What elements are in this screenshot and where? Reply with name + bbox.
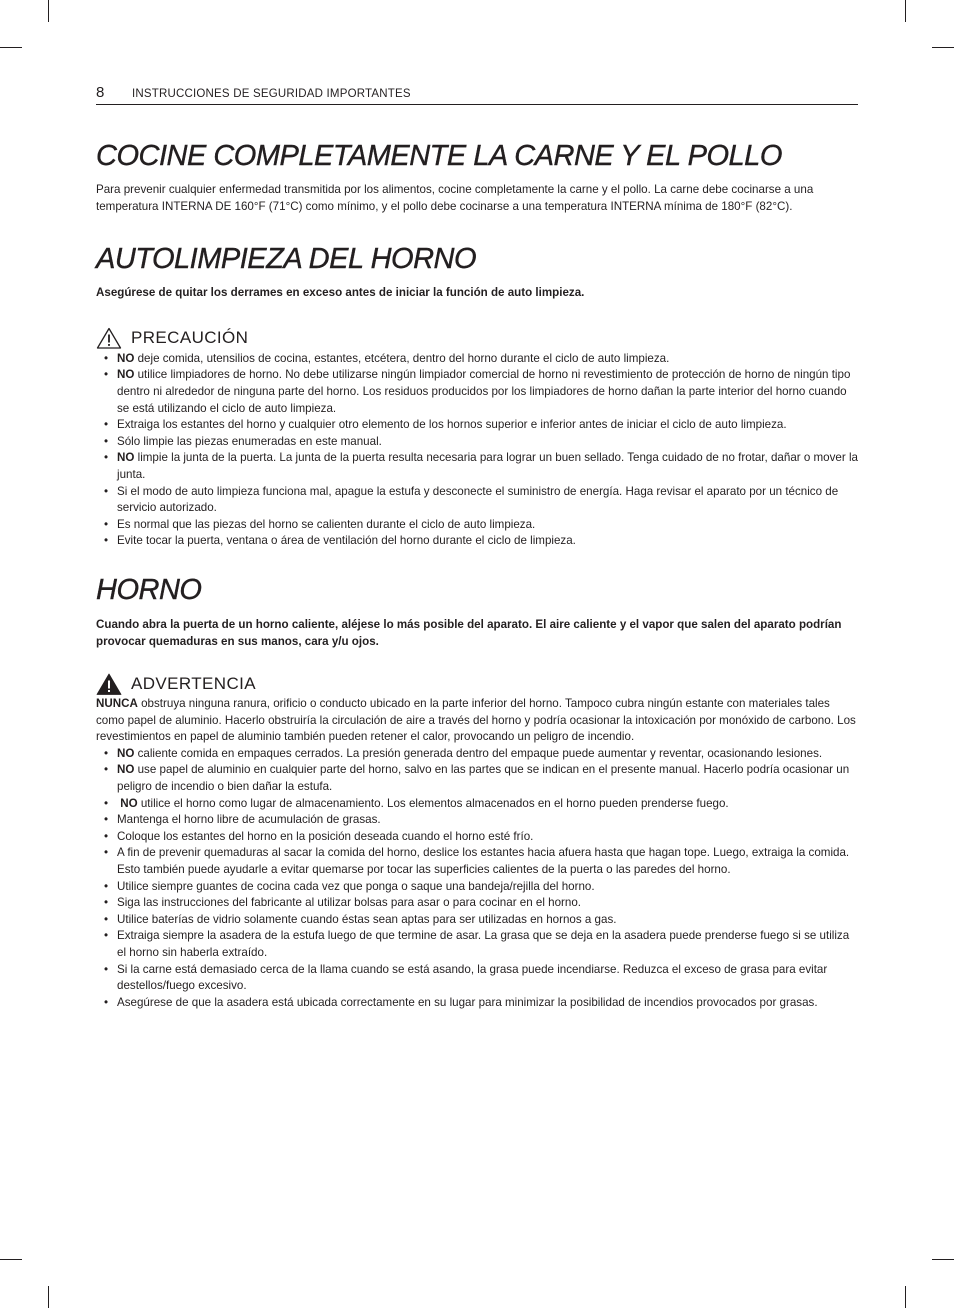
list-item: • Coloque los estantes del horno en la posición deseada cuando el horno esté frío. [96, 829, 858, 846]
list-item: • NO utilice limpiadores de horno. No debe utilizarse ningún limpiador comercial de horno ni revestimiento de protección de horno de ningún tipo dentro ni alrededor de ninguna parte del horno. Los residuos producidos por los limpiadores de horno dañan la parte interior del horno cuando se está utilizando el ciclo de auto limpieza. [96, 367, 858, 417]
crop-mark [0, 47, 22, 48]
list-item: • Siga las instrucciones del fabricante al utilizar bolsas para asar o para cocinar en el horno. [96, 895, 858, 912]
list-item: • Extraiga los estantes del horno y cualquier otro elemento de los hornos superior e inferior antes de iniciar el ciclo de auto limpieza. [96, 417, 858, 434]
advertencia-notice [96, 673, 858, 695]
list-item: • Utilice siempre guantes de cocina cada vez que ponga o saque una bandeja/rejilla del horno. [96, 879, 858, 896]
crop-mark [932, 1259, 954, 1260]
page-content [96, 138, 858, 1011]
crop-mark [0, 1259, 22, 1260]
section-title-autolimpieza: AUTOLIMPIEZA DEL HORNO [96, 243, 477, 276]
page-number: 8 [96, 84, 105, 101]
crop-mark [905, 0, 906, 22]
advertencia-intro: NUNCA obstruya ninguna ranura, orificio o conducto ubicado en la parte inferior del horno. Tampoco cubra ningún estante con materiales tales como papel de aluminio. Hacerlo obstruiría la circulación de aire a través del horno y podría ocasionar la intoxicación por monóxido de carbono. Los revestimientos en papel de aluminio también pueden retener el calor, provocando un peligro de incendio. [96, 697, 856, 744]
precaucion-label: PRECAUCIÓN [131, 327, 249, 347]
page-header [96, 84, 858, 105]
list-item: • Extraiga siempre la asadera de la estufa luego de que termine de asar. La grasa que se deja en la asadera puede prenderse fuego si se utiliza el horno sin haberla extraído. [96, 928, 858, 961]
list-item: • Asegúrese de que la asadera está ubicada correctamente en su lugar para minimizar la posibilidad de incendios provocados por grasas. [96, 995, 858, 1012]
header-section-title: INSTRUCCIONES DE SEGURIDAD IMPORTANTES [132, 88, 411, 100]
section-title-horno: HORNO [96, 573, 202, 606]
autolimpieza-bold-paragraph: Asegúrese de quitar los derrames en exceso antes de iniciar la función de auto limpieza. [96, 286, 585, 300]
crop-mark [905, 1286, 906, 1308]
horno-bold-paragraph: Cuando abra la puerta de un horno caliente, aléjese lo más posible del aparato. El aire caliente y el vapor que salen del aparato podrían provocar quemaduras en sus manos, cara y/u ojos. [96, 617, 842, 648]
precaucion-list [96, 351, 858, 550]
warning-triangle-icon [96, 673, 122, 695]
carne-pollo-paragraph: Para prevenir cualquier enfermedad transmitida por los alimentos, cocine completamente la carne y el pollo. La carne debe cocinarse a una temperatura INTERNA DE 160°F (71°C) como mínimo, y el pollo debe cocinarse a una temperatura INTERNA mínima de 180°F (82°C). [96, 183, 814, 213]
caution-triangle-icon [96, 327, 122, 349]
list-item: • NO limpie la junta de la puerta. La junta de la puerta resulta necesaria para lograr un buen sellado. Tenga cuidado de no frotar, dañar o mover la junta. [96, 450, 858, 483]
list-item: • Utilice baterías de vidrio solamente cuando éstas sean aptas para ser utilizadas en hornos a gas. [96, 912, 858, 929]
list-item: • A fin de prevenir quemaduras al sacar la comida del horno, deslice los estantes hacia afuera hasta que hagan tope. Luego, extraiga la comida. Esto también puede ayudarle a evitar quemarse por tocar las superficies calientes de la puerta o las paredes del horno. [96, 845, 858, 878]
list-item: • NO deje comida, utensilios de cocina, estantes, etcétera, dentro del horno durante el ciclo de auto limpieza. [96, 351, 858, 368]
list-item: • NO utilice el horno como lugar de almacenamiento. Los elementos almacenados en el horno pueden prenderse fuego. [96, 796, 858, 813]
list-item: • Sólo limpie las piezas enumeradas en este manual. [96, 434, 858, 451]
section-title-carne-pollo: COCINE COMPLETAMENTE LA CARNE Y EL POLLO [96, 140, 782, 172]
list-item: • Si la carne está demasiado cerca de la llama cuando se está asando, la grasa puede incendiarse. Reduzca el exceso de grasa para evitar destellos/fuego excesivo. [96, 962, 858, 995]
crop-mark [48, 0, 49, 22]
advertencia-label: ADVERTENCIA [131, 674, 257, 694]
advertencia-list [96, 746, 858, 1012]
list-item: • Es normal que las piezas del horno se calienten durante el ciclo de auto limpieza. [96, 517, 858, 534]
list-item: • Mantenga el horno libre de acumulación de grasas. [96, 812, 858, 829]
list-item: • Evite tocar la puerta, ventana o área de ventilación del horno durante el ciclo de limpieza. [96, 533, 858, 550]
crop-mark [932, 47, 954, 48]
list-item: • NO caliente comida en empaques cerrados. La presión generada dentro del empaque puede aumentar y reventar, ocasionando lesiones. [96, 746, 858, 763]
list-item: • NO use papel de aluminio en cualquier parte del horno, salvo en las partes que se indican en el presente manual. Hacerlo podría ocasionar un peligro de incendio o bien dañar la estufa. [96, 762, 858, 795]
list-item: • Si el modo de auto limpieza funciona mal, apague la estufa y desconecte el suministro de energía. Haga revisar el aparato por un técnico de servicio autorizado. [96, 484, 858, 517]
crop-mark [48, 1286, 49, 1308]
precaucion-notice [96, 327, 858, 349]
